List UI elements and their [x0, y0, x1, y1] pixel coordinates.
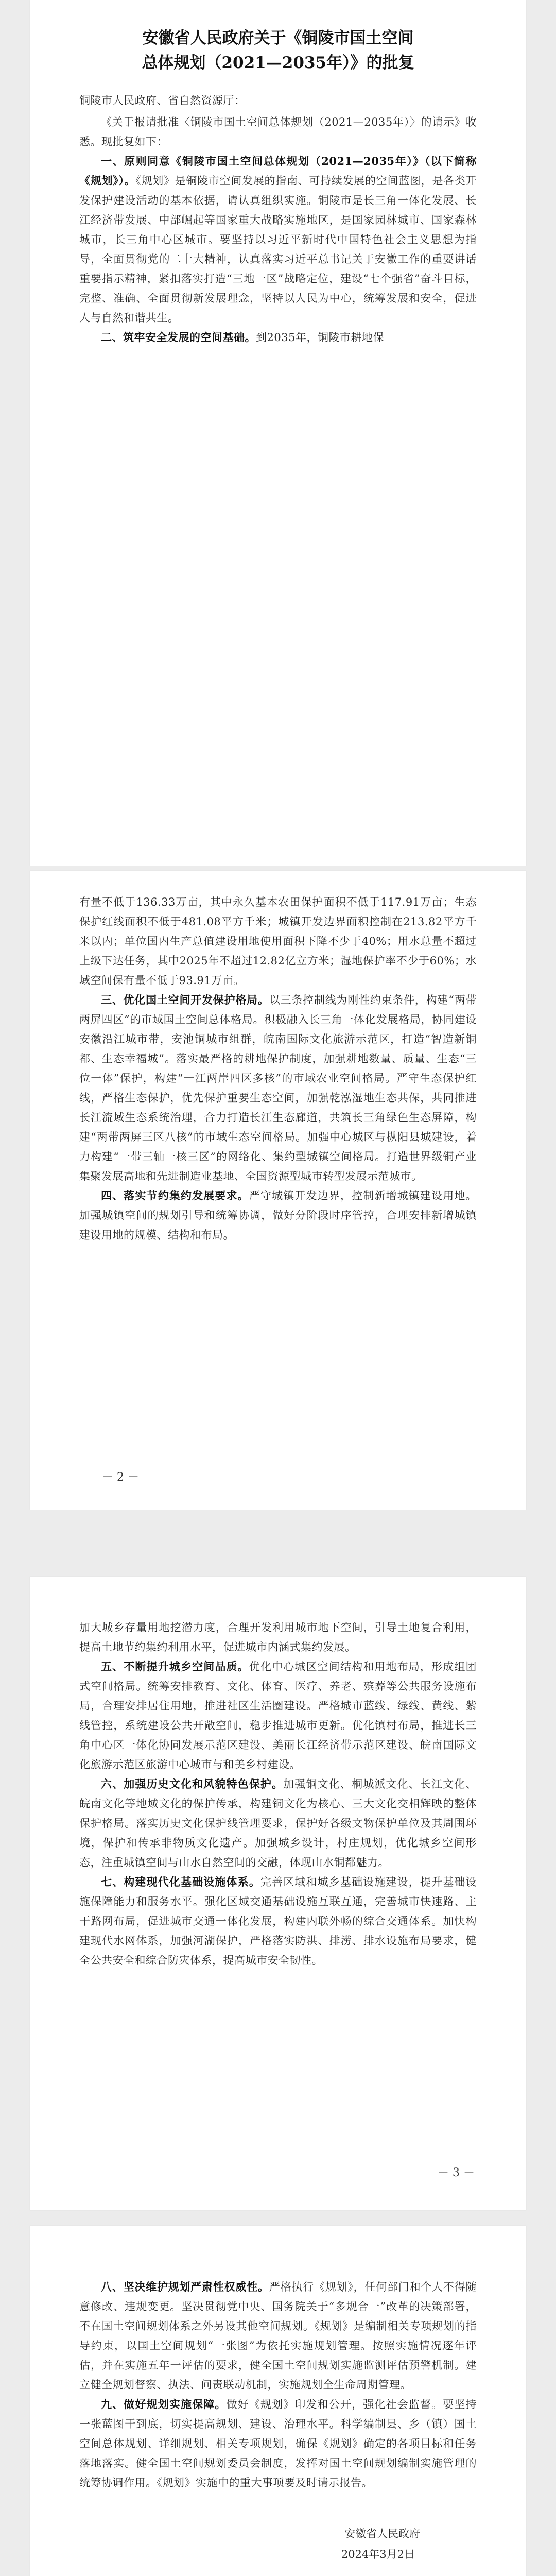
section-6-heading: 六、加强历史文化和风貌特色保护。 — [101, 1777, 284, 1790]
intro-paragraph: 《关于报请批准〈铜陵市国土空间总体规划（2021—2035年）〉的请示》收悉。现批复如下： — [79, 116, 477, 148]
section-3-heading: 三、优化国土空间开发保护格局。 — [101, 993, 269, 1006]
section-9-body: 做好《规划》印发和公开，强化社会监督。要坚持一张蓝图干到底，切实提高规划、建设、治理水平。科学编制县、乡（镇）国土空间总体规划、详细规划、相关专项规划，确保《规划》确定的各项目标和任务落地落实。健全国土空间规划委员会制度，发挥对国土空间规划编制实施管理的统筹协调作用。《规划》实施中的重大事项要及时请示报告。 — [79, 2398, 477, 2489]
section-4-heading: 四、落实节约集约发展要求。 — [101, 1189, 249, 1202]
title-line-1: 安徽省人民政府关于《铜陵市国土空间 — [142, 29, 414, 47]
signature-block — [79, 2523, 477, 2565]
title-line-2: 总体规划（2021—2035年）》的批复 — [142, 54, 414, 72]
section-7-body: 完善区域和城乡基础设施建设，提升基础设施保障能力和服务水平。强化区域交通基础设施互联互通，完善城市快速路、主干路网布局，促进城市交通一体化发展，构建内联外畅的综合交通体系。加快构建现代水网体系，加强河湖保护，严格落实防洪、排涝、排水设施布局要求，健全公共安全和综合防灾体系，提高城市安全韧性。 — [79, 1876, 477, 1967]
section-2-continuation: 有量不低于136.33万亩，其中永久基本农田保护面积不低于117.91万亩；生态保护红线面积不低于481.08平方千米；城镇开发边界面积控制在213.82平方千米以内；单位国内生产总值建设用地使用面积下降不少于40%；用水总量不超过上级下达任务，其中2025年不超过12.82亿立方米；湿地保护率不少于60%；水域空间保有量不低于93.91万亩。 — [79, 896, 477, 987]
section-2-body-start: 到2035年，铜陵市耕地保 — [256, 331, 384, 344]
section-2-heading: 二、筑牢安全发展的空间基础。 — [101, 331, 256, 344]
section-1-body: 《规划》是铜陵市空间发展的指南、可持续发展的空间蓝图，是各类开发保护建设活动的基本依据，请认真组织实施。铜陵市是长三角一体化发展、长江经济带发展、中部崛起等国家重大战略实施地区，是国家园林城市、国家森林城市，长三角中心区城市。要坚持以习近平新时代中国特色社会主义思想为指导，全面贯彻党的二十大精神，认真落实习近平总书记关于安徽工作的重要讲话重要指示精神，紧扣落实打造“三地一区”战略定位，建设“七个强省”奋斗目标，完整、准确、全面贯彻新发展理念，坚持以人民为中心，统筹发展和安全，促进人与自然和谐共生。 — [79, 175, 477, 324]
section-5-heading: 五、不断提升城乡空间品质。 — [101, 1660, 249, 1673]
section-7-paragraph — [79, 1872, 477, 1970]
document-page-4 — [30, 2226, 526, 2576]
signature-date: 2024年3月2日 — [341, 2548, 415, 2561]
section-6-body: 加强铜文化、桐城派文化、长江文化、皖南文化等地域文化的保护传承，构建铜文化为核心、三大文化交相辉映的整体保护格局。落实历史文化保护线管理要求，保护好各级文物保护单位及其周围环境，保护和传承非物质文化遗产。加强城乡设计，村庄规划，优化城乡空间形态，注重城镇空间与山水自然空间的交融，体现山水铜都魅力。 — [79, 1778, 477, 1869]
document-title — [79, 26, 477, 75]
document-page-1 — [30, 0, 526, 866]
section-4-continuation: 加大城乡存量用地挖潜力度，合理开发利用城市地下空间，引导土地复合利用，提高土地节约集约利用水平，促进城市内涵式集约发展。 — [79, 1621, 477, 1653]
section-4-paragraph — [79, 1186, 477, 1245]
section-4-body-start: 严守城镇开发边界，控制新增城镇建设用地。加强城镇空间的规划引导和统筹协调，做好分阶段时序管控，合理安排新增城镇建设用地的规模、结构和布局。 — [79, 1190, 477, 1241]
section-3-paragraph — [79, 990, 477, 1186]
section-1-paragraph — [79, 151, 477, 328]
section-8-paragraph — [79, 2277, 477, 2395]
page-number-2: － 2 － — [102, 1471, 139, 1484]
section-9-heading: 九、做好规划实施保障。 — [101, 2398, 227, 2411]
section-9-paragraph — [79, 2395, 477, 2493]
section-5-body: 优化中心城区空间结构和用地布局，形成组团式空间格局。统筹安排教育、文化、体育、医疗、养老、殡葬等公共服务设施布局，合理安排居住用地，推进社区生活圈建设。严格城市蓝线、绿线、黄线、紫线管控，系统建设公共开敞空间，稳步推进城市更新。优化镇村布局，推进长三角中心区一体化协同发展示范区建设、美丽长江经济带示范区建设、皖南国际文化旅游示范区旅游中心城市与和美乡村建设。 — [79, 1660, 477, 1771]
document-page-3 — [30, 1577, 526, 2210]
section-2-paragraph — [79, 328, 477, 347]
section-3-body: 以三条控制线为刚性约束条件，构建“两带两屏四区”的市域国土空间总体格局。积极融入长三角一体化发展格局，协同建设安徽沿江城市带，安池铜城市组群，皖南国际文化旅游示范区，打造“智造新铜都、生态幸福城”。落实最严格的耕地保护制度，加强耕地数量、质量、生态“三位一体”保护，构建“一江两岸四区多核”的市域农业空间格局。严守生态保护红线，严格生态保护，优先保护重要生态空间，加强乾泓湿地生态共保，共同推进长江流域生态系统治理，合力打造长江生态廊道，共筑长三角绿色生态屏障，构建“两带两屏三区八核”的市域生态空间格局。加强中心城区与枞阳县城建设，着力构建“一带三轴一核三区”的网络化、集约型城镇空间格局。打造世界级铜产业集聚发展高地和先进制造业基地、全国资源型城市转型发展示范城市。 — [79, 994, 477, 1182]
section-8-heading: 八、坚决维护规划严肃性权威性。 — [101, 2280, 269, 2293]
section-8-body: 严格执行《规划》，任何部门和个人不得随意修改、违规变更。坚决贯彻党中央、国务院关于“多规合一”改革的决策部署，不在国土空间规划体系之外另设其他空间规划。《规划》是编制相关专项规划的指导约束，以国土空间规划“一张图”为依托实施规划管理。按照实施情况逐年评估，并在实施五年一评估的要求，健全国土空间规划实施监测评估预警机制。建立健全规划督察、执法、问责联动机制，实施规划全生命周期管理。 — [79, 2281, 477, 2391]
section-5-paragraph — [79, 1657, 477, 1774]
page-number-3: － 3 － — [438, 2166, 475, 2179]
section-1-heading: 一、原则同意《铜陵市国土空间总体规划（2021—2035年）》（以下简称《规划》）。 — [79, 155, 477, 187]
signer-name: 安徽省人民政府 — [344, 2528, 420, 2540]
addressee: 铜陵市人民政府、省自然资源厅： — [79, 94, 246, 107]
document-page-2 — [30, 871, 526, 1510]
section-7-heading: 七、构建现代化基础设施体系。 — [101, 1875, 260, 1888]
section-6-paragraph — [79, 1774, 477, 1872]
